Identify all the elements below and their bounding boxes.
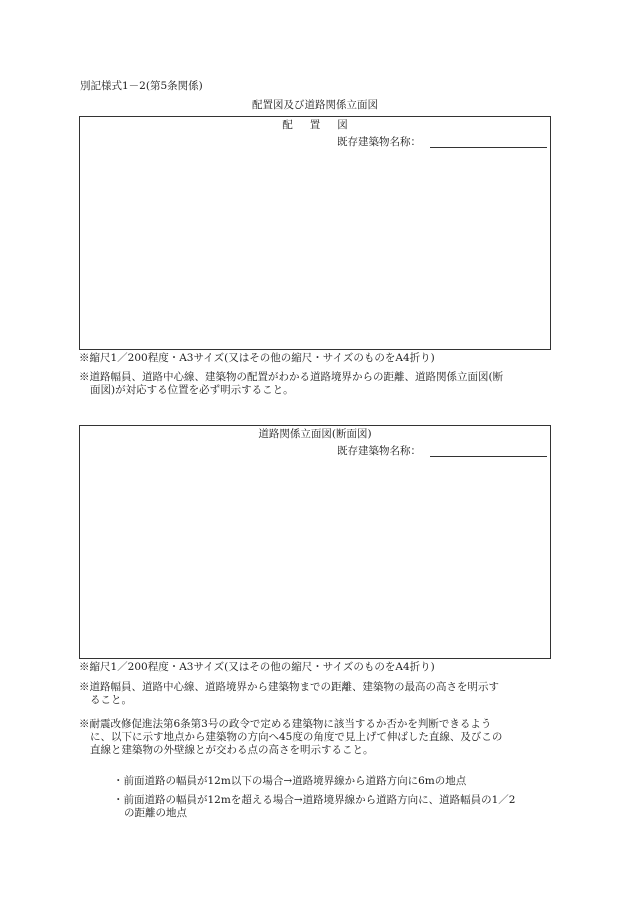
bullet-item: [113, 794, 553, 820]
site-plan-box: [79, 116, 551, 350]
seismic-requirement-note: [79, 718, 559, 757]
form-number: 別記様式1－2(第5条関係): [80, 80, 203, 92]
existing-building-name-label: 既存建築物名称：: [337, 445, 421, 457]
existing-building-name-row: [337, 445, 547, 458]
bullet-line: ・前面道路の幅員が12mを超える場合→道路境界線から道路方向に、道路幅員の1／2: [113, 794, 516, 806]
existing-building-name-field[interactable]: [430, 456, 547, 457]
note-line: ※道路幅員、道路中心線、道路境界から建築物までの距離、建築物の最高の高さを明示す: [79, 681, 499, 693]
existing-building-name-label: 既存建築物名称：: [337, 136, 421, 148]
note-line: 直線と建築物の外壁線とが交わる点の高さを明示すること。: [90, 744, 374, 757]
scale-note: ※縮尺1／200程度・A3サイズ(又はその他の縮尺・サイズのものをA4折り): [79, 352, 435, 364]
site-plan-heading: 配置図: [282, 119, 365, 131]
road-elevation-box: [79, 425, 551, 659]
note-line: ※道路幅員、道路中心線、建築物の配置がわかる道路境界からの距離、道路関係立面図(断: [79, 371, 504, 383]
scale-note: ※縮尺1／200程度・A3サイズ(又はその他の縮尺・サイズのものをA4折り): [79, 661, 435, 673]
road-elevation-heading: 道路関係立面図(断面図): [258, 428, 372, 440]
bullet-item: ・前面道路の幅員が12m以下の場合→道路境界線から道路方向に6mの地点: [113, 775, 467, 787]
note-line: に、以下に示す地点から建築物の方向へ45度の角度で見上げて伸ばした直線、及びこの: [90, 731, 503, 744]
note-line: ※耐震改修促進法第6条第3号の政令で定める建築物に該当するか否かを判断できるよう: [79, 718, 492, 730]
document-title: 配置図及び道路関係立面図: [252, 99, 378, 111]
note-line: ること。: [90, 694, 132, 707]
site-plan-requirement-note: [79, 371, 559, 397]
existing-building-name-field[interactable]: [430, 147, 547, 148]
bullet-line: の距離の地点: [124, 807, 187, 820]
existing-building-name-row: [337, 136, 547, 149]
elevation-requirement-note: [79, 681, 559, 707]
note-line: 面図)が対応する位置を必ず明示すること。: [90, 384, 294, 397]
